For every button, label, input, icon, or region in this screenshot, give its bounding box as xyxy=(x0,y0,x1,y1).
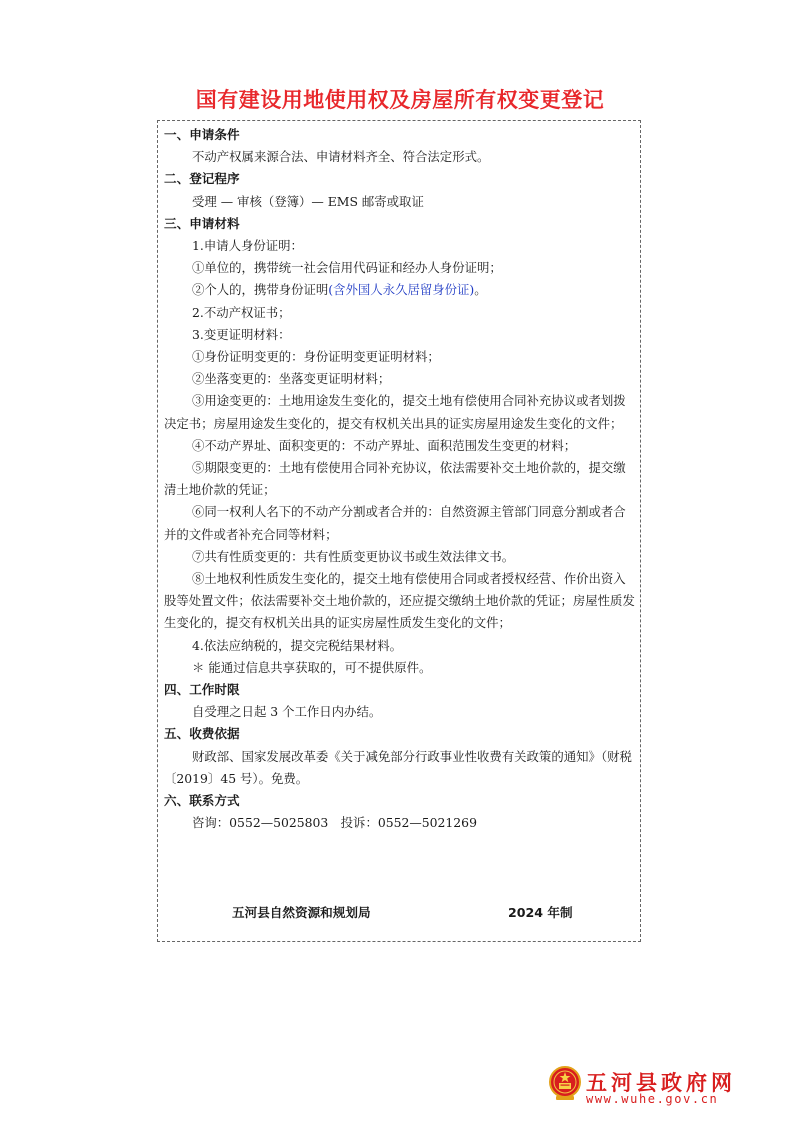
material-item: ①单位的，携带统一社会信用代码证和经办人身份证明； xyxy=(192,260,502,276)
material-item: ③用途变更的：土地用途发生变化的，提交土地有偿使用合同补充协议或者划拨决定书；房屋用途发生变化的，提交有权机关出具的证实房屋用途发生变化的文件； xyxy=(164,393,626,431)
footer-year: 2024 年制 xyxy=(508,905,573,920)
material-item: ⑧土地权利性质发生变化的，提交土地有偿使用合同或者授权经营、作价出资入股等处置文件；依法需要补交土地价款的，还应提交缴纳土地价款的凭证；房屋性质发生变化的，提交有权机关出具的证实房屋性质发生变化的文件； xyxy=(164,571,635,631)
contact-text: 咨询：0552—5025803 投诉：0552—5021269 xyxy=(192,815,477,831)
section-heading-materials: 三、申请材料 xyxy=(164,215,240,231)
material-item: 1.申请人身份证明： xyxy=(192,238,303,254)
material-item: ⑥同一权利人名下的不动产分割或者合并的：自然资源主管部门同意分割或者合并的文件或者补充合同等材料； xyxy=(164,504,626,542)
material-item: 2.不动产权证书； xyxy=(192,304,291,320)
procedure-text: 受理 — 审核（登簿）— EMS 邮寄或取证 xyxy=(192,193,424,209)
material-item: 4.依法应纳税的，提交完税结果材料。 xyxy=(192,637,403,653)
conditions-text: 不动产权属来源合法、申请材料齐全、符合法定形式。 xyxy=(192,149,490,165)
section-heading-time-limit: 四、工作时限 xyxy=(164,682,240,698)
material-item-text: ②个人的，携带身份证明 xyxy=(192,282,329,298)
section-heading-conditions: 一、申请条件 xyxy=(164,127,240,142)
material-note: ＊ 能通过信息共享获取的，可不提供原件。 xyxy=(192,659,432,675)
material-item: ②坐落变更的：坐落变更证明材料； xyxy=(192,371,391,387)
section-heading-contact: 六、联系方式 xyxy=(164,793,240,809)
time-limit-text: 自受理之日起 3 个工作日内办结。 xyxy=(192,704,382,720)
id-note: (含外国人永久居留身份证) xyxy=(328,282,475,298)
footer-org: 五河县自然资源和规划局 xyxy=(232,905,371,920)
content-body xyxy=(164,124,636,835)
national-emblem-icon xyxy=(548,1066,582,1102)
material-item xyxy=(164,279,636,301)
site-brand[interactable] xyxy=(548,1066,748,1110)
id-note-end: 。 xyxy=(474,282,487,298)
material-item: ④不动产界址、面积变更的：不动产界址、面积范围发生变更的材料； xyxy=(192,437,577,453)
brand-url[interactable]: www.wuhe.gov.cn xyxy=(586,1092,719,1106)
material-item: ⑤期限变更的：土地有偿使用合同补充协议，依法需要补交土地价款的，提交缴清土地价款的凭证； xyxy=(164,460,626,498)
fees-text: 财政部、国家发展改革委《关于减免部分行政事业性收费有关政策的通知》（财税〔2019〕45 号）。免费。 xyxy=(164,748,632,786)
section-heading-fees: 五、收费依据 xyxy=(164,726,240,742)
material-item: 3.变更证明材料： xyxy=(192,326,291,342)
brand-name: 五河县政府网 xyxy=(586,1071,736,1095)
material-item: ①身份证明变更的：身份证明变更证明材料； xyxy=(192,349,440,365)
page-title: 国有建设用地使用权及房屋所有权变更登记 xyxy=(195,88,605,112)
section-heading-procedure: 二、登记程序 xyxy=(164,171,240,187)
material-item: ⑦共有性质变更的：共有性质变更协议书或生效法律文书。 xyxy=(192,548,515,564)
